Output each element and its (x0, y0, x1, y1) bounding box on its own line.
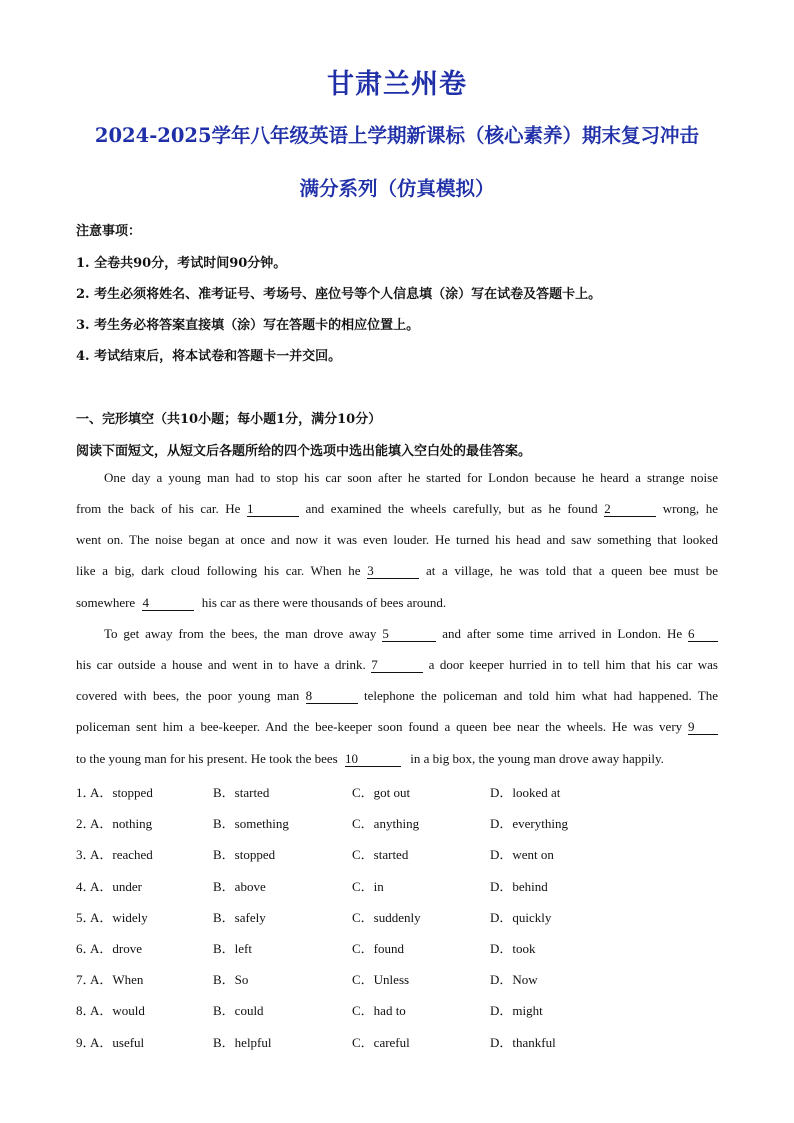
blank-2[interactable]: 2 (604, 503, 656, 517)
passage-text: One day a young man had to stop his car soon after he started for London because he heard a strange noise (104, 470, 718, 485)
blank-1[interactable]: 1 (247, 503, 299, 517)
option-c[interactable]: C．careful (352, 1034, 410, 1050)
passage-text: telephone the policeman and told him what had happened. The (364, 688, 719, 703)
option-d[interactable]: D．looked at (490, 785, 561, 800)
option-c[interactable]: C．started (352, 847, 409, 863)
option-d[interactable]: D．took (490, 941, 536, 956)
passage-text: covered with bees, the poor young man (76, 688, 300, 703)
option-d[interactable]: D．might (490, 1003, 543, 1019)
passage-text: and after some time arrived in London. He (442, 626, 683, 641)
passage-text: to the young man for his present. He took the bees (76, 751, 338, 766)
passage-line (76, 501, 718, 517)
option-a[interactable]: A．widely (90, 909, 148, 925)
passage-line (76, 657, 718, 673)
passage-text: at a village, he was told that a queen bee must be (425, 563, 719, 578)
option-d[interactable]: D．went on (490, 847, 554, 863)
note-item: 4. 考试结束后，将本试卷和答题卡一并交回。 (76, 349, 342, 364)
option-d[interactable]: D．quickly (490, 909, 552, 925)
option-c[interactable]: C．anything (352, 816, 420, 832)
question-7-options (76, 969, 676, 988)
passage-line (76, 688, 718, 704)
notes-heading: 注意事项： (76, 224, 142, 239)
passage-text: in a big box, the young man drove away happily. (410, 751, 664, 766)
blank-7[interactable]: 7 (371, 659, 423, 673)
option-c[interactable]: C．got out (352, 785, 411, 800)
exam-subtitle-line2: 满分系列（仿真模拟） (299, 177, 495, 200)
option-b[interactable]: B．above (213, 878, 266, 894)
option-c[interactable]: C．Unless (352, 972, 410, 988)
question-8-options (76, 1000, 676, 1019)
blank-6[interactable]: 6 (688, 628, 718, 642)
blank-5[interactable]: 5 (382, 628, 436, 642)
option-b[interactable]: B．stopped (213, 847, 276, 863)
passage-line (104, 626, 718, 642)
note-item: 2. 考生必须将姓名、准考证号、考场号、座位号等个人信息填（涂）写在试卷及答题卡上。 (76, 287, 602, 302)
passage-text: from the back of his car. He (76, 501, 241, 516)
passage-line (76, 563, 718, 579)
passage-line (76, 595, 718, 611)
passage-text: his car as there were thousands of bees around. (201, 595, 447, 610)
option-a[interactable]: A．drove (90, 941, 142, 956)
question-number: 2． (76, 816, 96, 832)
blank-8[interactable]: 8 (306, 690, 358, 704)
option-b[interactable]: B．started (213, 785, 270, 800)
question-number: 3． (76, 847, 96, 863)
option-b[interactable]: B．So (213, 972, 249, 988)
question-5-options (76, 907, 676, 923)
question-number: 9． (76, 1034, 96, 1050)
option-b[interactable]: B．left (213, 941, 252, 956)
option-d[interactable]: D．everything (490, 816, 568, 832)
question-number: 4． (76, 878, 96, 894)
page-title: 甘肃兰州卷 (327, 69, 467, 100)
blank-10[interactable]: 10 (345, 753, 401, 767)
blank-3[interactable]: 3 (367, 565, 419, 579)
note-item: 3. 考生务必将答案直接填（涂）写在答题卡的相应位置上。 (76, 318, 420, 333)
passage-text: went on. The noise began at once and now it was even louder. He turned his head and saw something that looked (76, 532, 718, 547)
question-number: 5． (76, 909, 96, 925)
passage-text: policeman sent him a bee-keeper. And the bee-keeper soon found a queen bee near the wheels. He was very (76, 719, 683, 734)
exam-subtitle-line1: 2024-2025学年八年级英语上学期新课标（核心素养）期末复习冲击 (94, 124, 700, 147)
passage-line (76, 719, 718, 735)
passage-text: a door keeper hurried in to tell him that his car was (428, 657, 718, 672)
option-a[interactable]: A．useful (90, 1034, 145, 1050)
question-1-options (76, 782, 676, 798)
option-a[interactable]: A．stopped (90, 785, 153, 800)
passage-text: wrong, he (662, 501, 718, 516)
option-b[interactable]: B．helpful (213, 1034, 272, 1050)
passage-text: like a big, dark cloud following his car. When he (76, 563, 361, 578)
option-b[interactable]: B．could (213, 1003, 264, 1019)
passage-line (104, 470, 718, 486)
question-number: 1． (76, 785, 96, 800)
section-instruction: 阅读下面短文，从短文后各题所给的四个选项中选出能填入空白处的最佳答案。 (76, 444, 532, 459)
question-2-options (76, 813, 676, 832)
option-c[interactable]: C．had to (352, 1003, 406, 1019)
question-6-options (76, 938, 676, 954)
passage-line (76, 532, 718, 548)
section-heading: 一、完形填空（共10小题；每小题1分，满分10分） (76, 412, 382, 427)
option-c[interactable]: C．found (352, 941, 405, 956)
passage-text: To get away from the bees, the man drove away (104, 626, 377, 641)
passage-text: his car outside a house and went in to have a drink. (76, 657, 366, 672)
option-d[interactable]: D．Now (490, 972, 538, 988)
blank-9[interactable]: 9 (688, 721, 718, 735)
passage-line (76, 751, 718, 767)
option-d[interactable]: D．thankful (490, 1034, 556, 1050)
option-a[interactable]: A．would (90, 1003, 145, 1019)
question-4-options (76, 876, 676, 892)
question-number: 8． (76, 1003, 96, 1019)
question-3-options (76, 844, 676, 863)
blank-4[interactable]: 4 (142, 597, 194, 611)
passage-text: and examined the wheels carefully, but as he found (305, 501, 598, 516)
question-number: 6． (76, 941, 96, 956)
option-c[interactable]: C．in (352, 878, 384, 894)
option-b[interactable]: B．something (213, 816, 289, 832)
option-c[interactable]: C．suddenly (352, 909, 421, 925)
passage-text: somewhere (76, 595, 136, 610)
question-number: 7． (76, 972, 96, 988)
note-item: 1. 全卷共90分，考试时间90分钟。 (76, 256, 287, 271)
option-a[interactable]: A．nothing (90, 816, 153, 832)
option-a[interactable]: A．under (90, 878, 142, 894)
option-a[interactable]: A．When (90, 972, 144, 988)
option-b[interactable]: B．safely (213, 909, 266, 925)
question-9-options (76, 1032, 676, 1048)
option-d[interactable]: D．behind (490, 878, 548, 894)
option-a[interactable]: A．reached (90, 847, 153, 863)
